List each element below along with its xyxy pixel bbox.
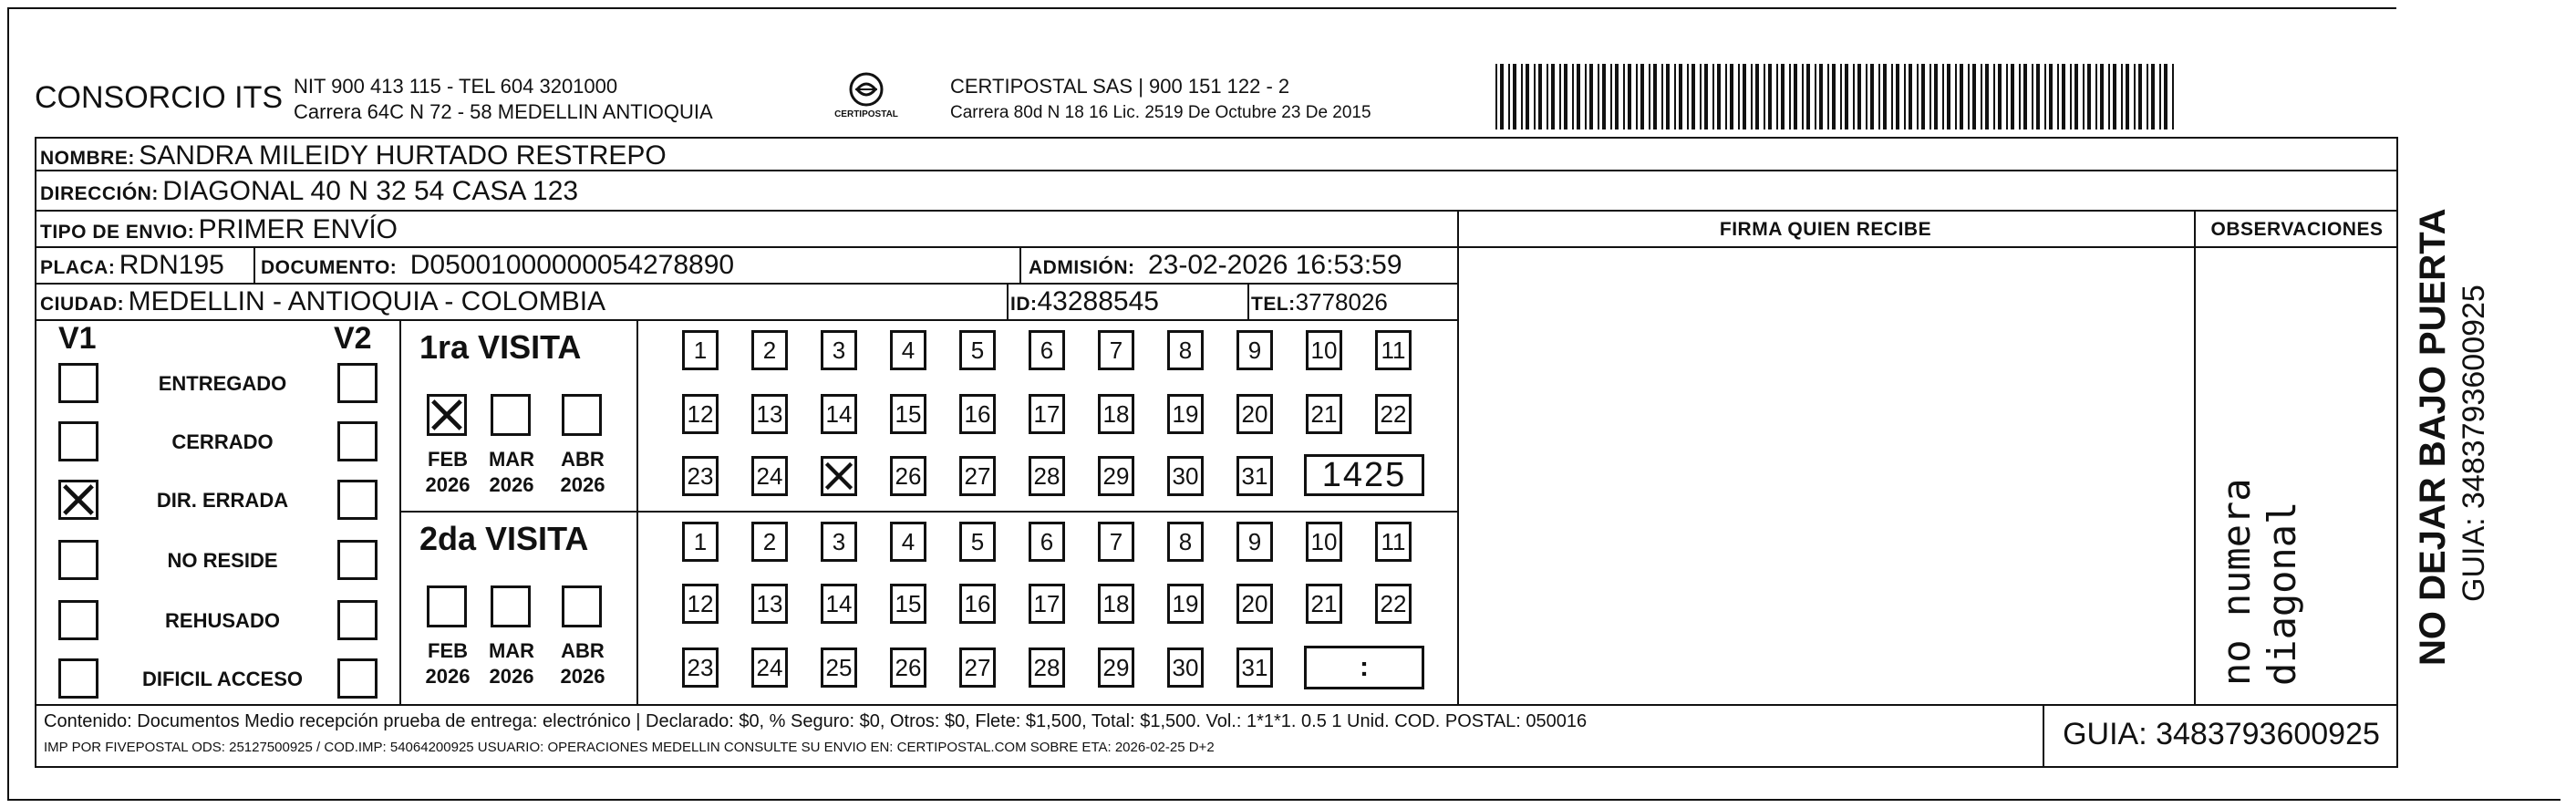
second-visit-day[interactable]: 4 bbox=[890, 522, 926, 562]
first-visit-day[interactable]: 14 bbox=[821, 394, 857, 434]
col-line bbox=[1457, 210, 1459, 704]
second-visit-day[interactable]: 17 bbox=[1029, 584, 1065, 624]
status-label: REHUSADO bbox=[165, 609, 280, 632]
second-visit-day[interactable]: 27 bbox=[959, 647, 996, 688]
nombre-field bbox=[40, 140, 667, 171]
first-visit-day[interactable]: 15 bbox=[890, 394, 926, 434]
first-visit-day[interactable]: 20 bbox=[1236, 394, 1273, 434]
second-visit-month-checkbox[interactable] bbox=[427, 585, 467, 627]
status-label: CERRADO bbox=[171, 430, 274, 453]
first-visit-day[interactable]: 28 bbox=[1029, 456, 1065, 496]
second-visit-day[interactable]: 12 bbox=[682, 584, 719, 624]
second-visit-day[interactable]: 21 bbox=[1306, 584, 1342, 624]
month-label: ABR 2026 bbox=[560, 639, 605, 688]
ciudad-field bbox=[40, 286, 605, 317]
visit-divider bbox=[399, 511, 1457, 513]
v1-checkbox[interactable] bbox=[58, 480, 98, 520]
observaciones-label: OBSERVACIONES bbox=[2210, 219, 2384, 240]
second-visit-day[interactable]: 1 bbox=[682, 522, 719, 562]
certipostal-address: Carrera 80d N 18 16 Lic. 2519 De Octubre 23 De 2015 bbox=[950, 103, 1371, 122]
id-value: 43288545 bbox=[1037, 286, 1159, 316]
second-visit-day[interactable]: 13 bbox=[751, 584, 788, 624]
v2-checkbox[interactable] bbox=[337, 480, 378, 520]
first-visit-day[interactable]: 11 bbox=[1375, 330, 1412, 370]
v2-checkbox[interactable] bbox=[337, 540, 378, 580]
second-visit-day[interactable]: 8 bbox=[1167, 522, 1204, 562]
row-line bbox=[35, 246, 1457, 248]
first-visit-day[interactable]: 6 bbox=[1029, 330, 1065, 370]
tipo-value: PRIMER ENVÍO bbox=[198, 214, 398, 244]
v1-checkbox[interactable] bbox=[58, 658, 98, 699]
row-line bbox=[35, 319, 1457, 321]
placa-field bbox=[40, 250, 224, 281]
v1-checkbox[interactable] bbox=[58, 363, 98, 403]
second-visit-day[interactable]: 2 bbox=[751, 522, 788, 562]
direccion-field bbox=[40, 176, 578, 207]
second-visit-day[interactable]: 25 bbox=[821, 647, 857, 688]
second-visit-day[interactable]: 28 bbox=[1029, 647, 1065, 688]
tel-value: 3778026 bbox=[1295, 288, 1388, 316]
first-visit-day[interactable]: 16 bbox=[959, 394, 996, 434]
v1-checkbox[interactable] bbox=[58, 540, 98, 580]
month-label: MAR 2026 bbox=[488, 639, 535, 688]
imp-line: IMP POR FIVEPOSTAL ODS: 25127500925 / COD.IMP: 54064200925 USUARIO: OPERACIONES MEDELLIN CONSULTE SU ENVIO EN: CERTIPOSTAL.COM SOBRE ETA: 2026-02-25 D+2 bbox=[44, 740, 1215, 755]
v1-checkbox[interactable] bbox=[58, 600, 98, 640]
ciudad-value: MEDELLIN - ANTIOQUIA - COLOMBIA bbox=[128, 286, 606, 316]
nombre-value: SANDRA MILEIDY HURTADO RESTREPO bbox=[139, 140, 667, 171]
first-visit-day[interactable]: 8 bbox=[1167, 330, 1204, 370]
first-visit-month-checkbox[interactable] bbox=[491, 394, 531, 436]
observaciones-line-1: no numera bbox=[2214, 478, 2259, 686]
first-visit-day[interactable]: 31 bbox=[1236, 456, 1273, 496]
row-line bbox=[35, 283, 1457, 285]
first-visit-day[interactable]: 19 bbox=[1167, 394, 1204, 434]
v2-checkbox[interactable] bbox=[337, 600, 378, 640]
direccion-label: DIRECCIÓN: bbox=[40, 183, 159, 204]
second-visit-month-checkbox[interactable] bbox=[562, 585, 602, 627]
row-line bbox=[35, 210, 2398, 212]
first-visit-day[interactable]: 22 bbox=[1375, 394, 1412, 434]
first-visit-day[interactable]: 10 bbox=[1306, 330, 1342, 370]
second-visit-day[interactable]: 23 bbox=[682, 647, 719, 688]
second-visit-time[interactable]: : bbox=[1304, 646, 1424, 689]
v2-checkbox[interactable] bbox=[337, 363, 378, 403]
first-visit-day[interactable]: 27 bbox=[959, 456, 996, 496]
admision-label: ADMISIÓN: bbox=[1029, 257, 1135, 278]
first-visit-day[interactable]: 17 bbox=[1029, 394, 1065, 434]
first-visit-day[interactable]: 1 bbox=[682, 330, 719, 370]
second-visit-day[interactable]: 19 bbox=[1167, 584, 1204, 624]
col-line bbox=[1019, 246, 1021, 283]
first-visit-month-checkbox[interactable] bbox=[427, 394, 467, 436]
direccion-value: DIAGONAL 40 N 32 54 CASA 123 bbox=[162, 176, 579, 206]
v2-checkbox[interactable] bbox=[337, 421, 378, 461]
second-visit-day[interactable]: 6 bbox=[1029, 522, 1065, 562]
footer-guia: GUIA: 3483793600925 bbox=[2063, 717, 2380, 751]
ciudad-label: CIUDAD: bbox=[40, 294, 125, 315]
second-visit-day[interactable]: 18 bbox=[1098, 584, 1134, 624]
no-dejar-bajo-puerta: NO DEJAR BAJO PUERTA bbox=[2413, 208, 2453, 666]
status-label: DIFICIL ACCESO bbox=[141, 668, 303, 690]
second-visit-month-checkbox[interactable] bbox=[491, 585, 531, 627]
address-line: Carrera 64C N 72 - 58 MEDELLIN ANTIOQUIA bbox=[294, 100, 713, 123]
tel-label: TEL: bbox=[1251, 294, 1296, 315]
month-label: FEB 2026 bbox=[425, 639, 471, 688]
col-line bbox=[2194, 210, 2196, 704]
logo-text: CERTIPOSTAL bbox=[834, 109, 898, 119]
nombre-label: NOMBRE: bbox=[40, 148, 135, 169]
first-visit-day[interactable]: 7 bbox=[1098, 330, 1134, 370]
tipo-field bbox=[40, 214, 398, 245]
bottom-border bbox=[7, 799, 2560, 801]
first-visit-day[interactable]: 29 bbox=[1098, 456, 1134, 496]
v2-checkbox[interactable] bbox=[337, 658, 378, 699]
second-visit-day[interactable]: 29 bbox=[1098, 647, 1134, 688]
placa-label: PLACA: bbox=[40, 257, 116, 278]
first-visit-day[interactable]: 23 bbox=[682, 456, 719, 496]
status-label: NO RESIDE bbox=[167, 549, 278, 572]
month-label: FEB 2026 bbox=[425, 448, 471, 496]
admision-value: 23-02-2026 16:53:59 bbox=[1147, 250, 1402, 280]
second-visit-day[interactable]: 9 bbox=[1236, 522, 1273, 562]
first-visit-day[interactable]: 30 bbox=[1167, 456, 1204, 496]
v1-label: V1 bbox=[58, 321, 97, 356]
side-guia: GUIA: 3483793600925 bbox=[2457, 285, 2491, 602]
admision-field bbox=[1029, 250, 1402, 281]
first-visit-day[interactable]: 21 bbox=[1306, 394, 1342, 434]
col-line bbox=[1247, 283, 1249, 319]
second-visit-day[interactable]: 30 bbox=[1167, 647, 1204, 688]
tel-field bbox=[1251, 288, 1388, 316]
first-visit-day[interactable]: 9 bbox=[1236, 330, 1273, 370]
col-line bbox=[253, 246, 255, 283]
left-border bbox=[7, 7, 9, 801]
first-visit-day[interactable]: 13 bbox=[751, 394, 788, 434]
v1-checkbox[interactable] bbox=[58, 421, 98, 461]
status-label: DIR. ERRADA bbox=[156, 489, 289, 512]
second-visit-day[interactable]: 26 bbox=[890, 647, 926, 688]
placa-value: RDN195 bbox=[119, 250, 224, 280]
first-visit-day[interactable] bbox=[821, 456, 857, 496]
second-visit-title: 2da VISITA bbox=[419, 520, 589, 557]
v2-label: V2 bbox=[334, 321, 372, 356]
second-visit-day[interactable]: 7 bbox=[1098, 522, 1134, 562]
firma-label: FIRMA QUIEN RECIBE bbox=[1719, 219, 1932, 240]
first-visit-day[interactable]: 4 bbox=[890, 330, 926, 370]
col-line bbox=[2043, 704, 2044, 768]
second-visit-day[interactable]: 15 bbox=[890, 584, 926, 624]
nit-line: NIT 900 413 115 - TEL 604 3201000 bbox=[294, 75, 618, 98]
second-visit-day[interactable]: 11 bbox=[1375, 522, 1412, 562]
top-border bbox=[7, 7, 2396, 9]
first-visit-day[interactable]: 18 bbox=[1098, 394, 1134, 434]
documento-field bbox=[261, 250, 734, 281]
first-visit-day[interactable]: 3 bbox=[821, 330, 857, 370]
first-visit-day[interactable]: 12 bbox=[682, 394, 719, 434]
first-visit-day[interactable]: 24 bbox=[751, 456, 788, 496]
first-visit-time[interactable]: 1425 bbox=[1304, 454, 1424, 496]
first-visit-month-checkbox[interactable] bbox=[562, 394, 602, 436]
first-visit-day[interactable]: 26 bbox=[890, 456, 926, 496]
barcode bbox=[1495, 64, 2179, 129]
second-visit-day[interactable]: 10 bbox=[1306, 522, 1342, 562]
first-visit-day[interactable]: 5 bbox=[959, 330, 996, 370]
second-visit-day[interactable]: 24 bbox=[751, 647, 788, 688]
id-label: ID: bbox=[1010, 294, 1038, 315]
month-label: MAR 2026 bbox=[488, 448, 535, 496]
row-line bbox=[1457, 246, 2398, 248]
month-label: ABR 2026 bbox=[560, 448, 605, 496]
first-visit-day[interactable]: 2 bbox=[751, 330, 788, 370]
contenido-line: Contenido: Documentos Medio recepción prueba de entrega: electrónico | Declarado: $0, % Seguro: $0, Otros: $0, Flete: $1,500, Total: $1,500. Vol.: 1*1*1. 0.5 1 Unid. COD. POSTAL: 050016 bbox=[44, 711, 1588, 731]
observaciones-line-2: diagonal bbox=[2260, 501, 2304, 686]
second-visit-day[interactable]: 14 bbox=[821, 584, 857, 624]
company-name: CONSORCIO ITS bbox=[35, 80, 284, 115]
status-label: ENTREGADO bbox=[158, 372, 287, 395]
certipostal-logo bbox=[830, 69, 903, 126]
certipostal-line: CERTIPOSTAL SAS | 900 151 122 - 2 bbox=[950, 75, 1290, 98]
tipo-label: TIPO DE ENVIO: bbox=[40, 222, 195, 243]
documento-value: D05001000000054278890 bbox=[409, 250, 735, 280]
documento-label: DOCUMENTO: bbox=[261, 257, 398, 278]
id-field bbox=[1010, 286, 1159, 317]
second-visit-day[interactable]: 22 bbox=[1375, 584, 1412, 624]
second-visit-day[interactable]: 31 bbox=[1236, 647, 1273, 688]
first-visit-title: 1ra VISITA bbox=[419, 328, 582, 366]
second-visit-day[interactable]: 5 bbox=[959, 522, 996, 562]
col-line bbox=[1007, 283, 1009, 319]
second-visit-day[interactable]: 20 bbox=[1236, 584, 1273, 624]
second-visit-day[interactable]: 3 bbox=[821, 522, 857, 562]
second-visit-day[interactable]: 16 bbox=[959, 584, 996, 624]
